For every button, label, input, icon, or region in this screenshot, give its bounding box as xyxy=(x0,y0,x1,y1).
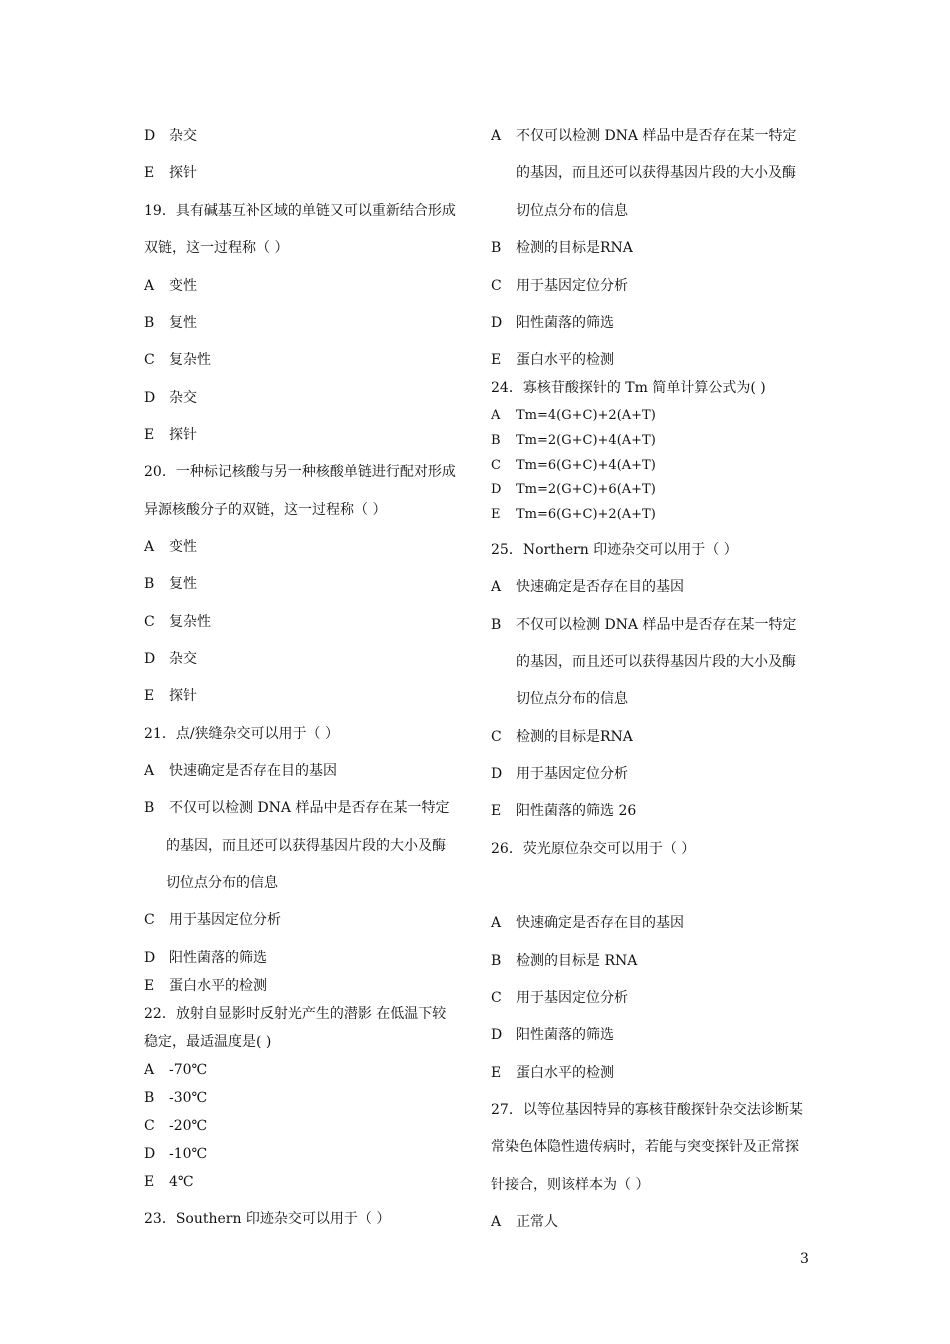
option-c: C 用于基因定位分析 xyxy=(491,278,628,294)
option-a-cont: 的基因，而且还可以获得基因片段的大小及酶 xyxy=(516,165,796,181)
option-a: A 变性 xyxy=(144,539,197,555)
option-d: D 阳性菌落的筛选 xyxy=(144,950,267,966)
option-a: A 正常人 xyxy=(491,1214,558,1230)
option-a: A Tm=4(G+C)+2(A+T) xyxy=(491,408,656,423)
question-22: 22．放射自显影时反射光产生的潜影 在低温下较 xyxy=(144,1006,447,1022)
option-c: C Tm=6(G+C)+4(A+T) xyxy=(491,458,656,473)
question-25: 25．Northern 印迹杂交可以用于（ ） xyxy=(491,542,738,558)
option-b: B 复性 xyxy=(144,576,197,592)
option-e: E 蛋白水平的检测 xyxy=(491,1065,614,1081)
option-e: E 蛋白水平的检测 xyxy=(144,978,267,994)
option-b: B 检测的目标是 RNA xyxy=(491,953,638,969)
option-e: E 探针 xyxy=(144,427,197,443)
option-d: D 用于基因定位分析 xyxy=(491,766,628,782)
option-b-cont: 的基因，而且还可以获得基因片段的大小及酶 xyxy=(516,654,796,670)
option-a: A 快速确定是否存在目的基因 xyxy=(491,579,684,595)
option-d: D 杂交 xyxy=(144,651,197,667)
option-d: D -10℃ xyxy=(144,1146,208,1162)
question-27: 27．以等位基因特异的寡核苷酸探针杂交法诊断某 xyxy=(491,1102,803,1118)
option-a: A 快速确定是否存在目的基因 xyxy=(144,763,337,779)
option-d: D Tm=2(G+C)+6(A+T) xyxy=(491,482,656,497)
option-b: B 复性 xyxy=(144,315,197,331)
option-b: B -30℃ xyxy=(144,1090,208,1106)
option-e: E 阳性菌落的筛选 26 xyxy=(491,803,637,819)
option-a: A 变性 xyxy=(144,278,197,294)
question-27-cont: 针接合，则该样本为（ ） xyxy=(491,1177,650,1193)
option-b: B 不仅可以检测 DNA 样品中是否存在某一特定 xyxy=(491,617,797,633)
question-19-cont: 双链，这一过程称（ ） xyxy=(144,240,289,256)
option-c: C 复杂性 xyxy=(144,614,211,630)
option-e: E Tm=6(G+C)+2(A+T) xyxy=(491,507,656,522)
option-b: B 不仅可以检测 DNA 样品中是否存在某一特定 xyxy=(144,800,450,816)
option-b-cont: 的基因，而且还可以获得基因片段的大小及酶 xyxy=(166,838,446,854)
option-c: C 复杂性 xyxy=(144,352,211,368)
question-21: 21．点/狭缝杂交可以用于（ ） xyxy=(144,726,339,742)
option-e: E 蛋白水平的检测 xyxy=(491,352,614,368)
question-23: 23．Southern 印迹杂交可以用于（ ） xyxy=(144,1211,391,1227)
question-24: 24．寡核苷酸探针的 Tm 简单计算公式为( ) xyxy=(491,380,766,396)
option-b: B Tm=2(G+C)+4(A+T) xyxy=(491,433,656,448)
option-d: D 阳性菌落的筛选 xyxy=(491,1027,614,1043)
question-20-cont: 异源核酸分子的双链，这一过程称（ ） xyxy=(144,502,387,518)
option-e: E 4℃ xyxy=(144,1174,194,1190)
option-a: A 快速确定是否存在目的基因 xyxy=(491,915,684,931)
question-22-cont: 稳定，最适温度是( ) xyxy=(144,1034,272,1050)
question-26: 26．荧光原位杂交可以用于（ ） xyxy=(491,841,696,857)
option-a: A -70℃ xyxy=(144,1062,208,1078)
option-a-cont: 切位点分布的信息 xyxy=(516,203,628,219)
option-e: E 探针 xyxy=(144,165,197,181)
page-number: 3 xyxy=(800,1251,809,1267)
option-d: D 杂交 xyxy=(144,128,197,144)
option-b-cont: 切位点分布的信息 xyxy=(516,691,628,707)
option-b-cont: 切位点分布的信息 xyxy=(166,875,278,891)
option-c: C 检测的目标是RNA xyxy=(491,729,633,745)
question-19: 19．具有碱基互补区域的单链又可以重新结合形成 xyxy=(144,203,456,219)
option-d: D 杂交 xyxy=(144,390,197,406)
question-20: 20．一种标记核酸与另一种核酸单链进行配对形成 xyxy=(144,464,456,480)
option-c: C 用于基因定位分析 xyxy=(491,990,628,1006)
option-e: E 探针 xyxy=(144,688,197,704)
option-c: C -20℃ xyxy=(144,1118,208,1134)
option-c: C 用于基因定位分析 xyxy=(144,912,281,928)
option-d: D 阳性菌落的筛选 xyxy=(491,315,614,331)
option-b: B 检测的目标是RNA xyxy=(491,240,633,256)
question-27-cont: 常染色体隐性遗传病时，若能与突变探针及正常探 xyxy=(491,1139,799,1155)
option-a: A 不仅可以检测 DNA 样品中是否存在某一特定 xyxy=(491,128,797,144)
